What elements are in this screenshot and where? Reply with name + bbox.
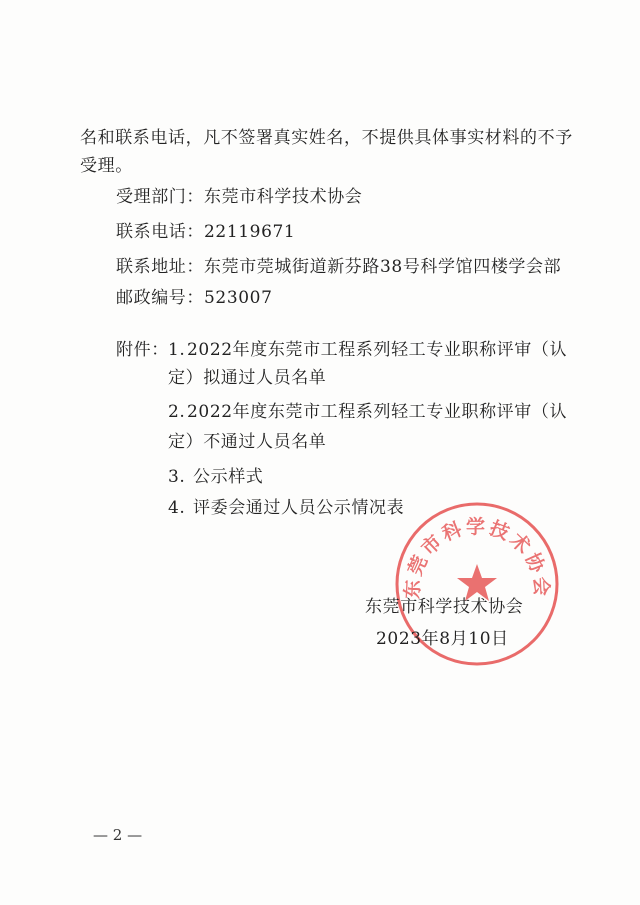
page-number: — 2 — bbox=[93, 826, 143, 844]
attachment-3-line-1: 公示样式 bbox=[193, 467, 264, 487]
attachment-3-number: 3. bbox=[168, 467, 186, 487]
attachment-4-number: 4. bbox=[168, 498, 186, 518]
contact-value: 523007 bbox=[204, 288, 273, 308]
attachment-1-number: 1. bbox=[168, 340, 186, 360]
signature-organization: 东莞市科学技术协会 bbox=[365, 597, 524, 617]
contact-label: 邮政编号： bbox=[116, 288, 204, 308]
attachment-1-line-1: 2022年度东莞市工程系列轻工专业职称评审（认 bbox=[187, 340, 568, 360]
contact-value: 东莞市莞城街道新芬路38号科学馆四楼学会部 bbox=[204, 257, 562, 277]
body-line-2: 受理。 bbox=[80, 156, 133, 176]
attachment-2-line-2: 定）不通过人员名单 bbox=[168, 432, 327, 452]
contact-value: 东莞市科学技术协会 bbox=[204, 187, 363, 207]
contact-label: 联系地址： bbox=[116, 257, 204, 277]
attachment-4-line-1: 评委会通过人员公示情况表 bbox=[193, 498, 405, 518]
attachment-2-line-1: 2022年度东莞市工程系列轻工专业职称评审（认 bbox=[187, 402, 568, 422]
attachments-label: 附件： bbox=[116, 340, 169, 360]
seal-star-icon bbox=[457, 564, 497, 601]
contact-label: 受理部门： bbox=[116, 187, 204, 207]
contact-postcode bbox=[116, 288, 273, 308]
contact-department bbox=[116, 187, 362, 207]
contact-value: 22119671 bbox=[204, 222, 296, 242]
attachment-1-line-2: 定）拟通过人员名单 bbox=[168, 368, 327, 388]
contact-phone bbox=[116, 222, 295, 242]
attachment-2-number: 2. bbox=[168, 402, 186, 422]
contact-label: 联系电话： bbox=[116, 222, 204, 242]
contact-address bbox=[116, 257, 561, 277]
seal-text: 东莞市科学技术协会 bbox=[401, 515, 553, 600]
signature-date: 2023年8月10日 bbox=[376, 629, 509, 649]
body-line-1: 名和联系电话，凡不签署真实姓名，不提供具体事实材料的不予 bbox=[80, 128, 573, 148]
